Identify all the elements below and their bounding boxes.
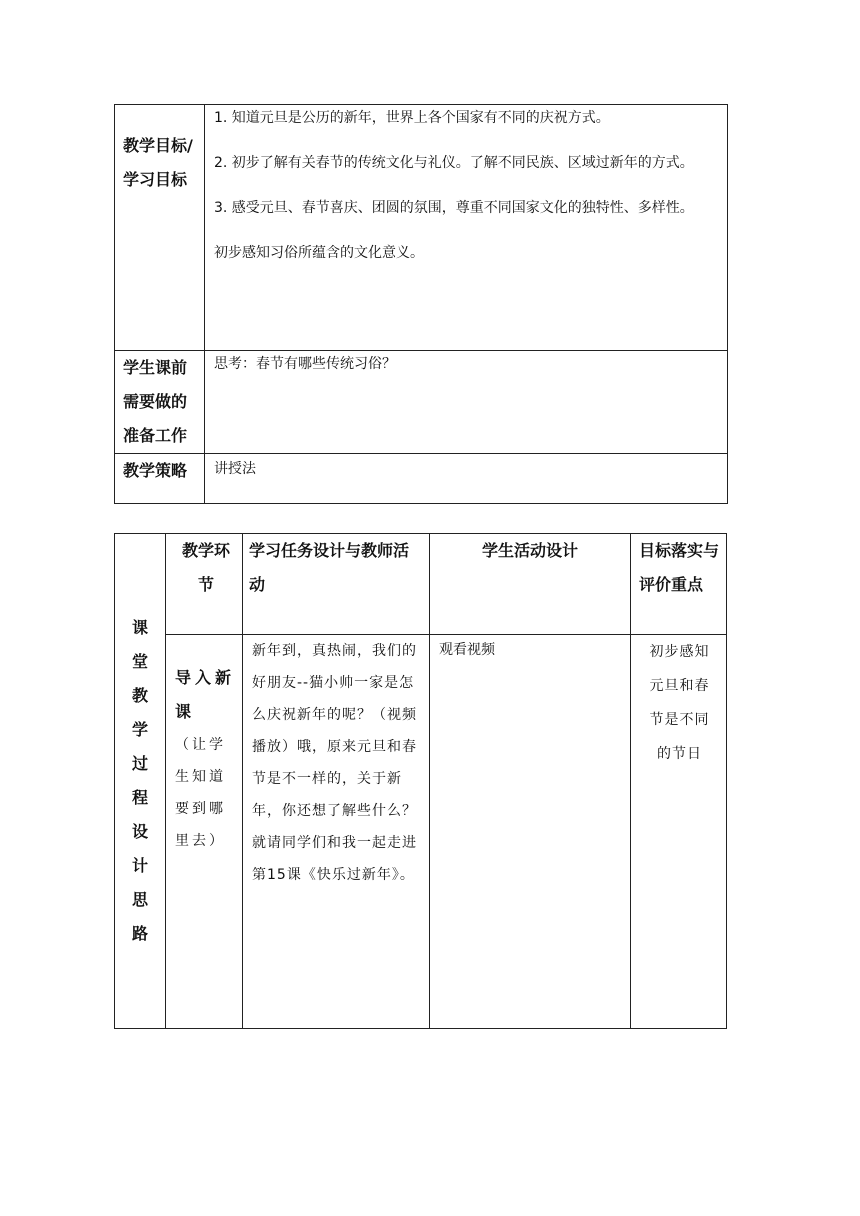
target-cell	[631, 635, 727, 1029]
preparation-label-cell	[115, 351, 205, 454]
objective-item-4: 初步感知习俗所蕴含的文化意义。	[214, 245, 424, 261]
objective-item-3: 3. 感受元旦、春节喜庆、团圆的氛围，尊重不同国家文化的独特性、多样性。	[214, 200, 694, 216]
header-target-cell	[631, 534, 727, 635]
process-side-label: 课 堂 教 学 过 程 设 计 思 路	[131, 618, 148, 943]
stage-title: 导入新课	[175, 668, 236, 721]
objectives-label-cell	[115, 105, 205, 351]
preparation-label: 学生课前需要做的准备工作	[123, 358, 188, 445]
stage-note: （让学生知道要到哪里去）	[175, 737, 226, 849]
strategy-label-cell	[115, 454, 205, 504]
objective-item-2: 2. 初步了解有关春节的传统文化与礼仪。了解不同民族、区域过新年的方式。	[214, 155, 694, 171]
stage-block	[166, 635, 242, 857]
student-content: 观看视频	[439, 642, 495, 658]
preparation-content-cell	[205, 351, 728, 454]
preparation-content: 思考：春节有哪些传统习俗？	[214, 356, 396, 372]
student-cell	[430, 635, 631, 1029]
header-student-cell	[430, 534, 631, 635]
strategy-label: 教学策略	[123, 461, 188, 480]
header-student: 学生活动设计	[481, 541, 578, 560]
task-cell	[243, 635, 430, 1029]
header-task: 学习任务设计与教师活动	[249, 541, 410, 594]
objectives-list	[205, 105, 727, 266]
header-task-cell	[243, 534, 430, 635]
lesson-info-table	[114, 104, 728, 504]
task-content: 新年到，真热闹，我们的好朋友--猫小帅一家是怎么庆祝新年的呢？（视频播放）哦，原来元旦和春节是不一样的，关于新年，你还想了解些什么？就请同学们和我一起走进第15课《快乐过新年》。	[252, 643, 417, 883]
objectives-content-cell	[205, 105, 728, 351]
target-content: 初步感知元旦和春节是不同的节日	[649, 644, 710, 762]
stage-cell	[166, 635, 243, 1029]
objectives-label: 教学目标/学习目标	[123, 136, 193, 189]
lesson-process-table	[114, 533, 727, 1029]
header-target: 目标落实与评价重点	[639, 541, 720, 594]
strategy-content: 讲授法	[214, 461, 256, 477]
header-stage: 教学环节	[181, 541, 230, 594]
strategy-content-cell	[205, 454, 728, 504]
process-side-label-cell	[115, 534, 166, 1029]
objective-item-1: 1. 知道元旦是公历的新年，世界上各个国家有不同的庆祝方式。	[214, 110, 610, 126]
header-stage-cell	[166, 534, 243, 635]
